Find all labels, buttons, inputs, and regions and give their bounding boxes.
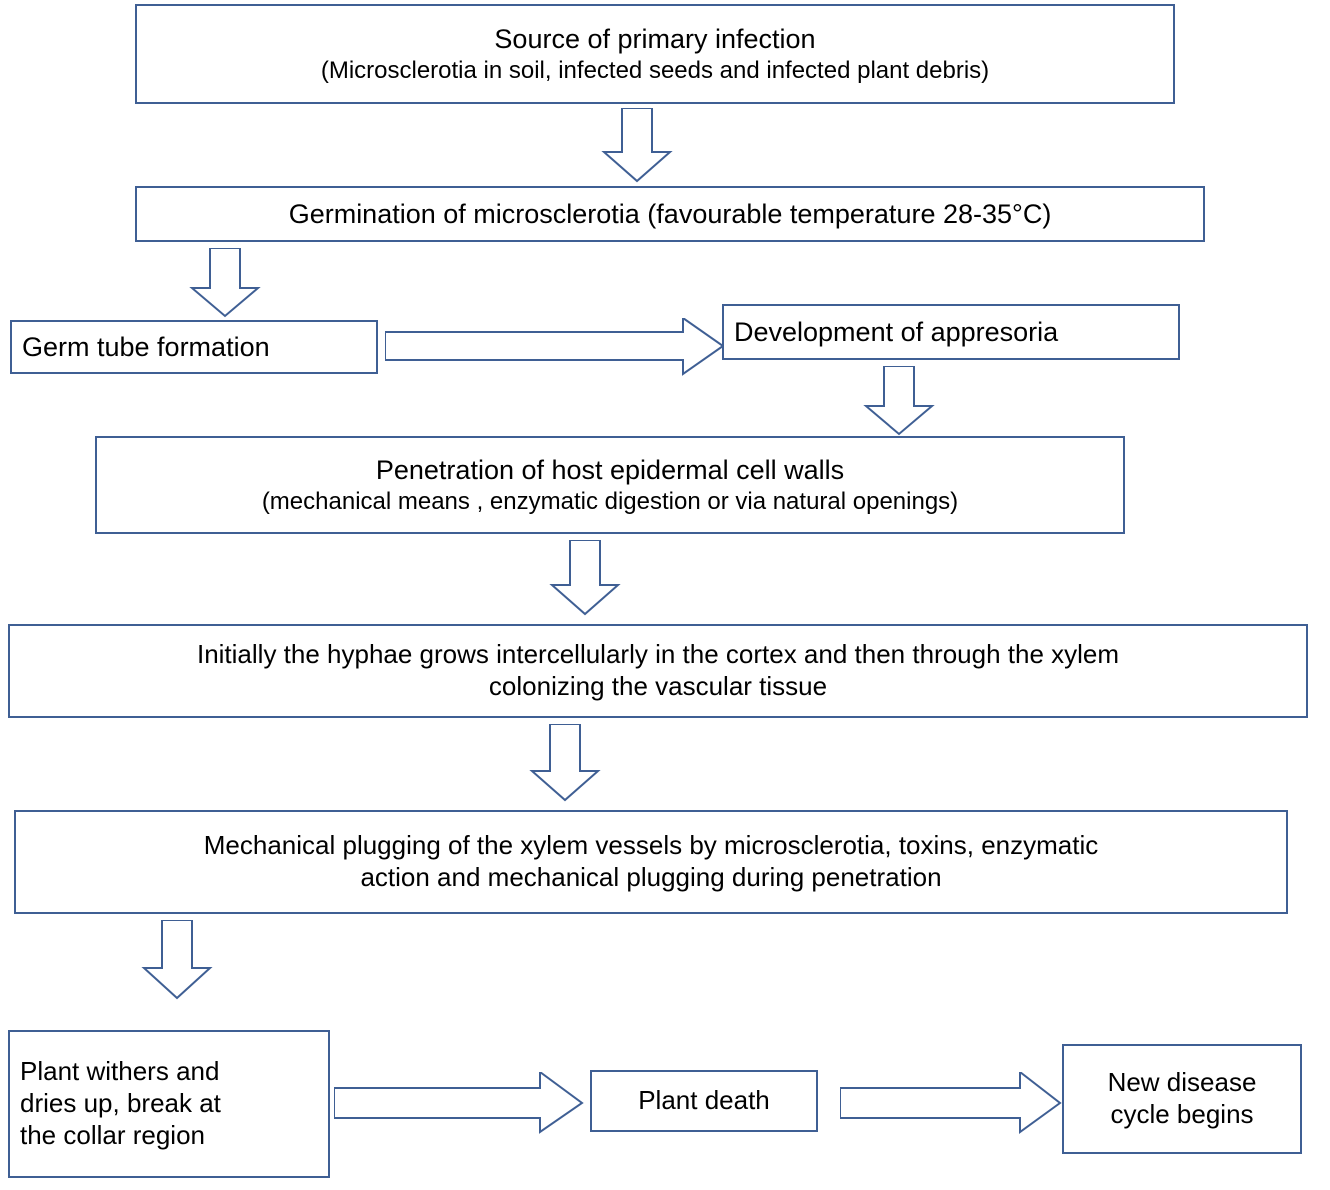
- arrow-plugging-to-withers: [140, 920, 214, 1000]
- arrow-death-to-newcycle: [840, 1072, 1062, 1134]
- node-plant-withers: [8, 1030, 330, 1178]
- arrow-source-to-germination: [600, 108, 674, 183]
- node-line: Penetration of host epidermal cell walls: [375, 454, 845, 485]
- arrow-penetration-to-hyphae: [548, 540, 622, 616]
- node-line: Development of appresoria: [734, 316, 1059, 347]
- node-hyphae-growth: [8, 624, 1308, 718]
- node-line: Plant withers and: [20, 1056, 220, 1087]
- node-line: Germination of microsclerotia (favourable temperature 28-35°C): [288, 198, 1052, 229]
- node-new-disease-cycle: [1062, 1044, 1302, 1154]
- arrow-germ-tube-to-appresoria: [385, 318, 725, 376]
- node-line: Plant death: [638, 1085, 770, 1116]
- node-line: New disease: [1107, 1067, 1257, 1098]
- node-line: Mechanical plugging of the xylem vessels by microsclerotia, toxins, enzymatic: [203, 830, 1099, 861]
- node-line: Initially the hyphae grows intercellularly in the cortex and then through the xylem: [196, 639, 1120, 670]
- node-plant-death: [590, 1070, 818, 1132]
- node-line: cycle begins: [1110, 1099, 1254, 1129]
- node-germ-tube-formation: [10, 320, 378, 374]
- node-line: dries up, break at: [20, 1088, 221, 1119]
- node-line: Germ tube formation: [22, 331, 270, 362]
- node-mechanical-plugging: [14, 810, 1288, 914]
- node-line: (mechanical means , enzymatic digestion or via natural openings): [261, 487, 959, 515]
- arrow-withers-to-death: [334, 1072, 584, 1134]
- node-line: (Microsclerotia in soil, infected seeds and infected plant debris): [320, 56, 990, 84]
- node-development-of-appresoria: [722, 304, 1180, 360]
- node-germination-of-microsclerotia: [135, 186, 1205, 242]
- node-line: action and mechanical plugging during penetration: [360, 862, 942, 892]
- node-line: colonizing the vascular tissue: [488, 671, 828, 701]
- arrow-germination-to-germ-tube: [188, 248, 262, 318]
- arrow-hyphae-to-plugging: [528, 724, 602, 802]
- node-penetration-of-host-epidermal-cell-walls: [95, 436, 1125, 534]
- node-source-of-primary-infection: [135, 4, 1175, 104]
- node-line: the collar region: [20, 1119, 205, 1150]
- node-line: Source of primary infection: [494, 23, 816, 54]
- arrow-appresoria-to-penetration: [862, 366, 936, 436]
